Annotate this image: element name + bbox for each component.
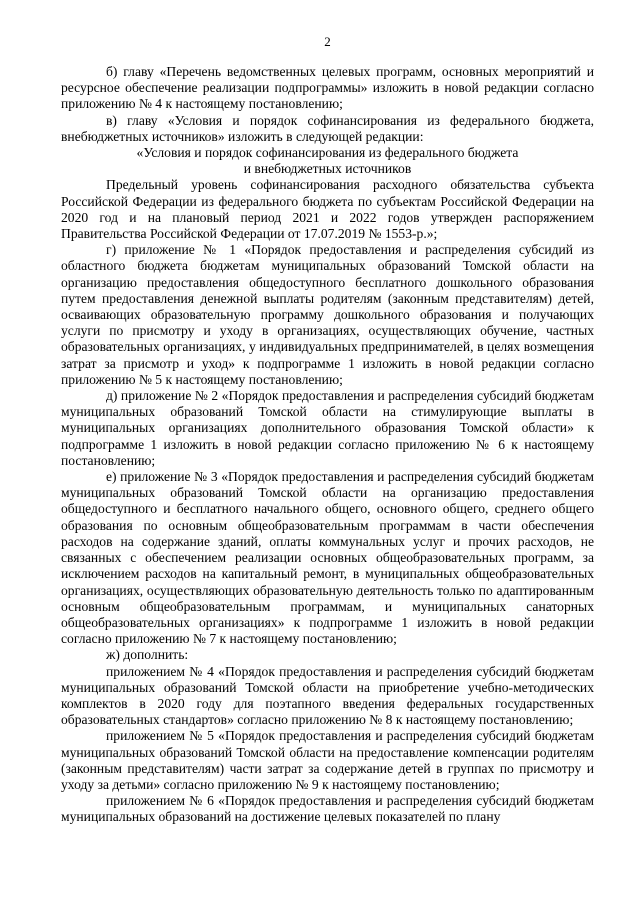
paragraph-app4: приложением № 4 «Порядок предоставления и распределения субсидий бюджетам муниципальных образований Томской области на приобретение учебно-методических комплектов в 2020 году для поэтапного введения федеральных государственных образовательных стандартов» согласно приложению № 8 к настоящему постановлению; xyxy=(61,663,594,728)
paragraph-d: д) приложение № 2 «Порядок предоставления и распределения субсидий бюджетам муниципальных образований Томской области на стимулирующие выплаты в муниципальных организациях дополнительного образования Томской области» к подпрограмме 1 изложить в новой редакции согласно приложению № 6 к настоящему постановлению; xyxy=(61,388,594,468)
paragraph-e: е) приложение № 3 «Порядок предоставления и распределения субсидий бюджетам муниципальных образований Томской области на организацию предоставления общедоступного и бесплатного начального общего, основного общего, среднего общего образования по основным общеобразовательным программам в части обеспечения расходов на содержание зданий, оплаты коммунальных услуг и прочих расходов, не связанных с обеспечением реализации основных общеобразовательных программ, за исключением расходов на капитальный ремонт, в муниципальных общеобразовательных организациях, осуществляющих образовательную деятельность только по адаптированным основным общеобразовательным программам, и муниципальных санаторных общеобразовательных организациях» к подпрограмме 1 изложить в новой редакции согласно приложению № 7 к настоящему постановлению; xyxy=(61,469,594,647)
paragraph-limit: Предельный уровень софинансирования расходного обязательства субъекта Российской Федерации из федерального бюджета по субъектам Российской Федерации на 2020 год и на плановый период 2021 и 2022 годов утвержден распоряжением Правительства Российской Федерации от 17.07.2019 № 1553-р.»; xyxy=(61,177,594,242)
paragraph-app6: приложением № 6 «Порядок предоставления и распределения субсидий бюджетам муниципальных образований на достижение целевых показателей по плану xyxy=(61,793,594,825)
paragraph-app5: приложением № 5 «Порядок предоставления и распределения субсидий бюджетам муниципальных образований Томской области на предоставление компенсации родителям (законным представителям) части затрат за содержание детей в группах по присмотру и уходу за детьми» согласно приложению № 9 к настоящему постановлению; xyxy=(61,728,594,792)
section-heading-line1: «Условия и порядок софинансирования из федерального бюджета xyxy=(136,145,519,161)
section-heading-line2: и внебюджетных источников xyxy=(243,161,412,177)
paragraph-b: б) главу «Перечень ведомственных целевых программ, основных мероприятий и ресурсное обеспечение реализации подпрограммы» изложить в новой редакции согласно приложению № 4 к настоящему постановлению; xyxy=(61,64,594,112)
paragraph-v: в) главу «Условия и порядок софинансирования из федерального бюджета, внебюджетных источников» изложить в следующей редакции: xyxy=(61,112,594,144)
paragraph-zh: ж) дополнить: xyxy=(106,647,189,663)
page-number: 2 xyxy=(324,34,331,49)
paragraph-g: г) приложение № 1 «Порядок предоставления и распределения субсидий из областного бюджета бюджетам муниципальных образований Томской области на организацию предоставления общедоступного бесплатного дошкольного образования путем предоставления денежной выплаты родителям (законным представителям) детей, осваивающих образовательную программу дошкольного образования и получающих услуги по присмотру и уходу в организациях, осуществляющих обучение, частных образовательных организациях, у индивидуальных предпринимателей, в целях возмещения затрат за присмотр и уход» к подпрограмме 1 изложить в новой редакции согласно приложению № 5 к настоящему постановлению; xyxy=(61,242,594,387)
